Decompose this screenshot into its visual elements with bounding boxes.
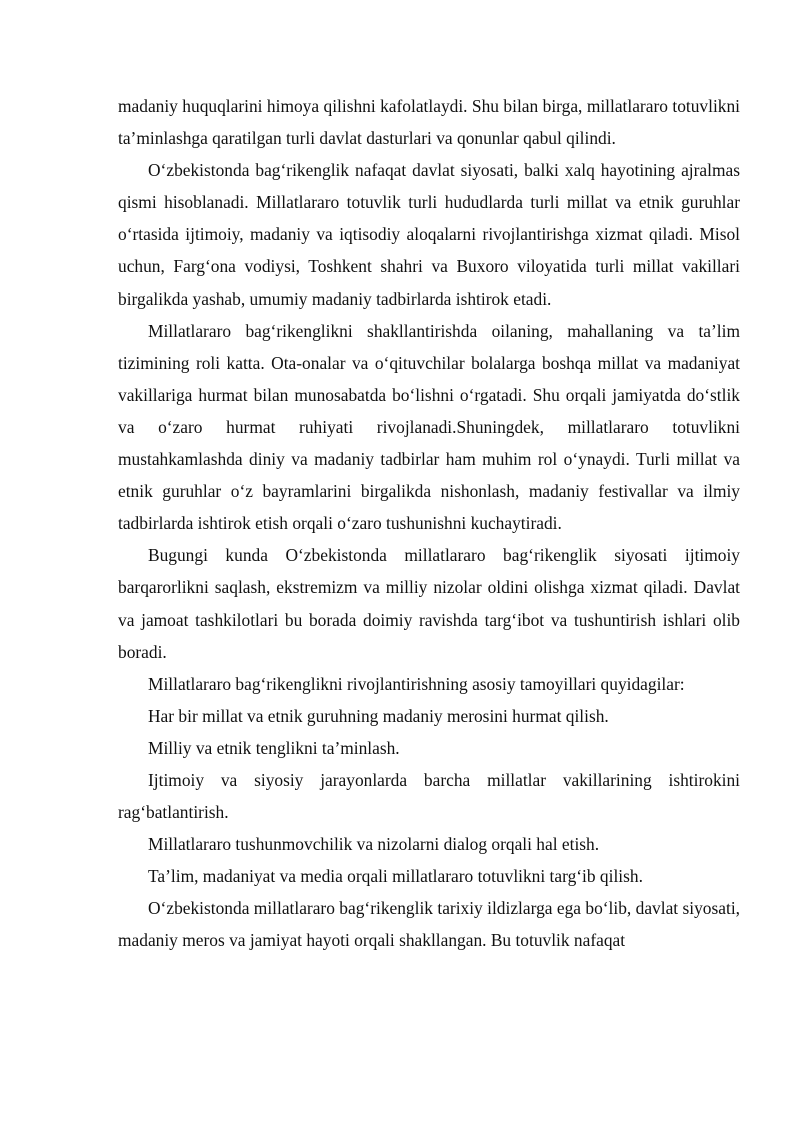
document-page — [118, 90, 740, 957]
paragraph-3: Millatlararo bag‘rikenglikni shakllantirishda oilaning, mahallaning va ta’lim tizimining roli katta. Ota-onalar va o‘qituvchilar bolalarga boshqa millat va madaniyat vakillariga hurmat bilan munosabatda bo‘lishni o‘rgatadi. Shu orqali jamiyatda do‘stlik va o‘zaro hurmat ruhiyati rivojlanadi.Shuningdek, millatlararo totuvlikni mustahkamlashda diniy va madaniy tadbirlar ham muhim rol o‘ynaydi. Turli millat va etnik guruhlar o‘z bayramlarini birgalikda nishonlash, madaniy festivallar va ilmiy tadbirlarda ishtirok etish orqali o‘zaro tushunishni kuchaytiradi. — [118, 320, 740, 534]
principle-item-1: Har bir millat va etnik guruhning madaniy merosini hurmat qilish. — [148, 705, 609, 726]
paragraph-final: O‘zbekistonda millatlararo bag‘rikenglik tarixiy ildizlarga ega bo‘lib, davlat siyosati, madaniy meros va jamiyat hayoti orqali shakllangan. Bu totuvlik nafaqat — [118, 898, 740, 951]
paragraph-4: Bugungi kunda O‘zbekistonda millatlararo bag‘rikenglik siyosati ijtimoiy barqarorlikni saqlash, ekstremizm va milliy nizolar oldini olishga xizmat qiladi. Davlat va jamoat tashkilotlari bu borada doimiy ravishda targ‘ibot va tushuntirish ishlari olib boradi. — [118, 545, 740, 662]
paragraph-5: Millatlararo bag‘rikenglikni rivojlantirishning asosiy tamoyillari quyidagilar: — [148, 673, 685, 694]
principle-item-5: Ta’lim, madaniyat va media orqali millatlararo totuvlikni targ‘ib qilish. — [148, 866, 643, 887]
paragraph-2: O‘zbekistonda bag‘rikenglik nafaqat davlat siyosati, balki xalq hayotining ajralmas qismi hisoblanadi. Millatlararo totuvlik turli hududlarda turli millat va etnik guruhlar o‘rtasida ijtimoiy, madaniy va iqtisodiy aloqalarni rivojlantirishga xizmat qiladi. Misol uchun, Farg‘ona vodiysi, Toshkent shahri va Buxoro viloyatida turli millat vakillari birgalikda yashab, umumiy madaniy tadbirlarda ishtirok etadi. — [118, 160, 740, 309]
principle-item-2: Milliy va etnik tenglikni ta’minlash. — [148, 737, 400, 758]
paragraph-1: madaniy huquqlarini himoya qilishni kafolatlaydi. Shu bilan birga, millatlararo totuvlikni ta’minlashga qaratilgan turli davlat dasturlari va qonunlar qabul qilindi. — [118, 96, 740, 149]
principle-item-3: Ijtimoiy va siyosiy jarayonlarda barcha millatlar vakillarining ishtirokini rag‘batlantirish. — [118, 769, 740, 823]
principle-item-4: Millatlararo tushunmovchilik va nizolarni dialog orqali hal etish. — [148, 834, 600, 855]
